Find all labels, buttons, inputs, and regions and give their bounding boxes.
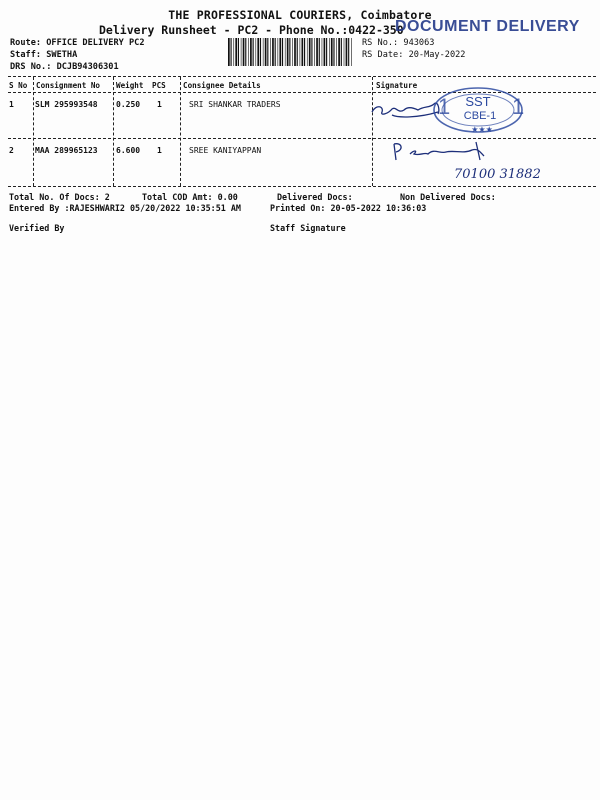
verified-by: Verified By	[9, 223, 65, 233]
barcode-bar	[309, 38, 311, 66]
row-consignment: SLM 295993548	[35, 100, 98, 109]
company-title: THE PROFESSIONAL COURIERS, Coimbatore	[168, 8, 432, 22]
drs-number: DRS No.: DCJB94306301	[10, 62, 119, 72]
barcode-bar	[285, 38, 286, 66]
barcode-bar	[256, 38, 257, 66]
rs-date: RS Date: 20-May-2022	[362, 50, 466, 60]
barcode-bar	[319, 38, 320, 66]
row-weight: 6.600	[116, 146, 141, 155]
printed-on: Printed On: 20-05-2022 10:36:03	[270, 203, 427, 213]
barcode-bar	[263, 38, 264, 66]
route-label: Route: OFFICE DELIVERY PC2	[10, 38, 145, 48]
document-delivery-stamp: DOCUMENT DELIVERY	[395, 18, 580, 35]
barcode-bar	[278, 38, 279, 66]
row-weight: 0.250	[116, 100, 141, 109]
barcode-bar	[265, 38, 267, 66]
row-sno: 1	[9, 100, 14, 109]
barcode-bar	[279, 38, 281, 66]
col-header-pcs: PCS	[152, 81, 166, 90]
rs-number: RS No.: 943063	[362, 38, 435, 48]
row-consignee: SREE KANIYAPPAN	[189, 146, 262, 155]
non-delivered-docs: Non Delivered Docs:	[400, 192, 496, 202]
barcode	[228, 38, 352, 66]
barcode-bar	[329, 38, 330, 66]
barcode-bar	[287, 38, 289, 66]
barcode-bar	[307, 38, 308, 66]
staff-signature: Staff Signature	[270, 223, 346, 233]
delivered-docs: Delivered Docs:	[277, 192, 353, 202]
barcode-bar	[304, 38, 305, 66]
signature-row-2	[384, 138, 564, 184]
barcode-bar	[316, 38, 318, 66]
col-header-consignment: Consignment No	[36, 81, 101, 90]
barcode-bar	[326, 38, 327, 66]
stamp-line-1: SST	[465, 94, 491, 109]
barcode-bar	[297, 38, 298, 66]
barcode-bar	[292, 38, 293, 66]
barcode-bar	[351, 38, 352, 66]
total-docs: Total No. Of Docs: 2	[9, 192, 110, 202]
col-header-weight: Weight	[116, 81, 144, 90]
barcode-bar	[336, 38, 337, 66]
svg-text:1: 1	[512, 94, 525, 119]
barcode-bar	[275, 38, 276, 66]
col-header-sno: S No	[9, 81, 28, 90]
row-consignment: MAA 289965123	[35, 146, 98, 155]
barcode-bar	[253, 38, 254, 66]
row-sno: 2	[9, 146, 14, 155]
barcode-bar	[260, 38, 261, 66]
stamp-stars: ★★★	[471, 125, 493, 134]
barcode-bar	[231, 38, 232, 66]
entered-by: Entered By :RAJESHWARI2 05/20/2022 10:35:51 AM	[9, 203, 241, 213]
barcode-bar	[245, 38, 246, 66]
barcode-bar	[322, 38, 323, 66]
staff-label: Staff: SWETHA	[10, 50, 78, 60]
total-cod: Total COD Amt: 0.00	[142, 192, 238, 202]
barcode-bar	[235, 38, 237, 66]
table-top-rule	[8, 76, 596, 77]
barcode-bar	[294, 38, 296, 66]
barcode-bar	[302, 38, 304, 66]
barcode-bar	[238, 38, 239, 66]
barcode-bar	[331, 38, 333, 66]
barcode-bar	[348, 38, 349, 66]
col-header-consignee: Consignee Details	[183, 81, 261, 90]
column-divider	[180, 77, 181, 186]
barcode-bar	[333, 38, 334, 66]
barcode-bar	[324, 38, 326, 66]
column-divider	[33, 77, 34, 186]
barcode-bar	[338, 38, 340, 66]
barcode-bar	[270, 38, 271, 66]
barcode-bar	[300, 38, 301, 66]
barcode-bar	[248, 38, 249, 66]
barcode-bar	[344, 38, 345, 66]
barcode-bar	[341, 38, 342, 66]
barcode-bar	[346, 38, 348, 66]
column-divider	[113, 77, 114, 186]
barcode-bar	[311, 38, 312, 66]
row-pcs: 1	[157, 146, 162, 155]
barcode-bar	[233, 38, 234, 66]
row-consignee: SRI SHANKAR TRADERS	[189, 100, 281, 109]
row-pcs: 1	[157, 100, 162, 109]
barcode-bar	[241, 38, 242, 66]
signature-row-1	[368, 84, 568, 144]
barcode-bar	[257, 38, 259, 66]
stamp-line-2: CBE-1	[463, 110, 497, 122]
barcode-bar	[250, 38, 252, 66]
handwritten-number: 70100 31882	[454, 167, 541, 182]
barcode-bar	[272, 38, 274, 66]
table-bottom-rule	[8, 186, 596, 187]
svg-text:1: 1	[438, 94, 451, 119]
barcode-bar	[282, 38, 283, 66]
barcode-bar	[314, 38, 315, 66]
barcode-bar	[267, 38, 268, 66]
barcode-bar	[289, 38, 290, 66]
runsheet-subtitle: Delivery Runsheet - PC2 - Phone No.:0422-350	[99, 23, 404, 37]
sst-cbe-stamp	[434, 88, 524, 134]
barcode-bar	[228, 38, 230, 66]
barcode-bar	[243, 38, 245, 66]
col-header-signature: Signature	[376, 81, 418, 90]
